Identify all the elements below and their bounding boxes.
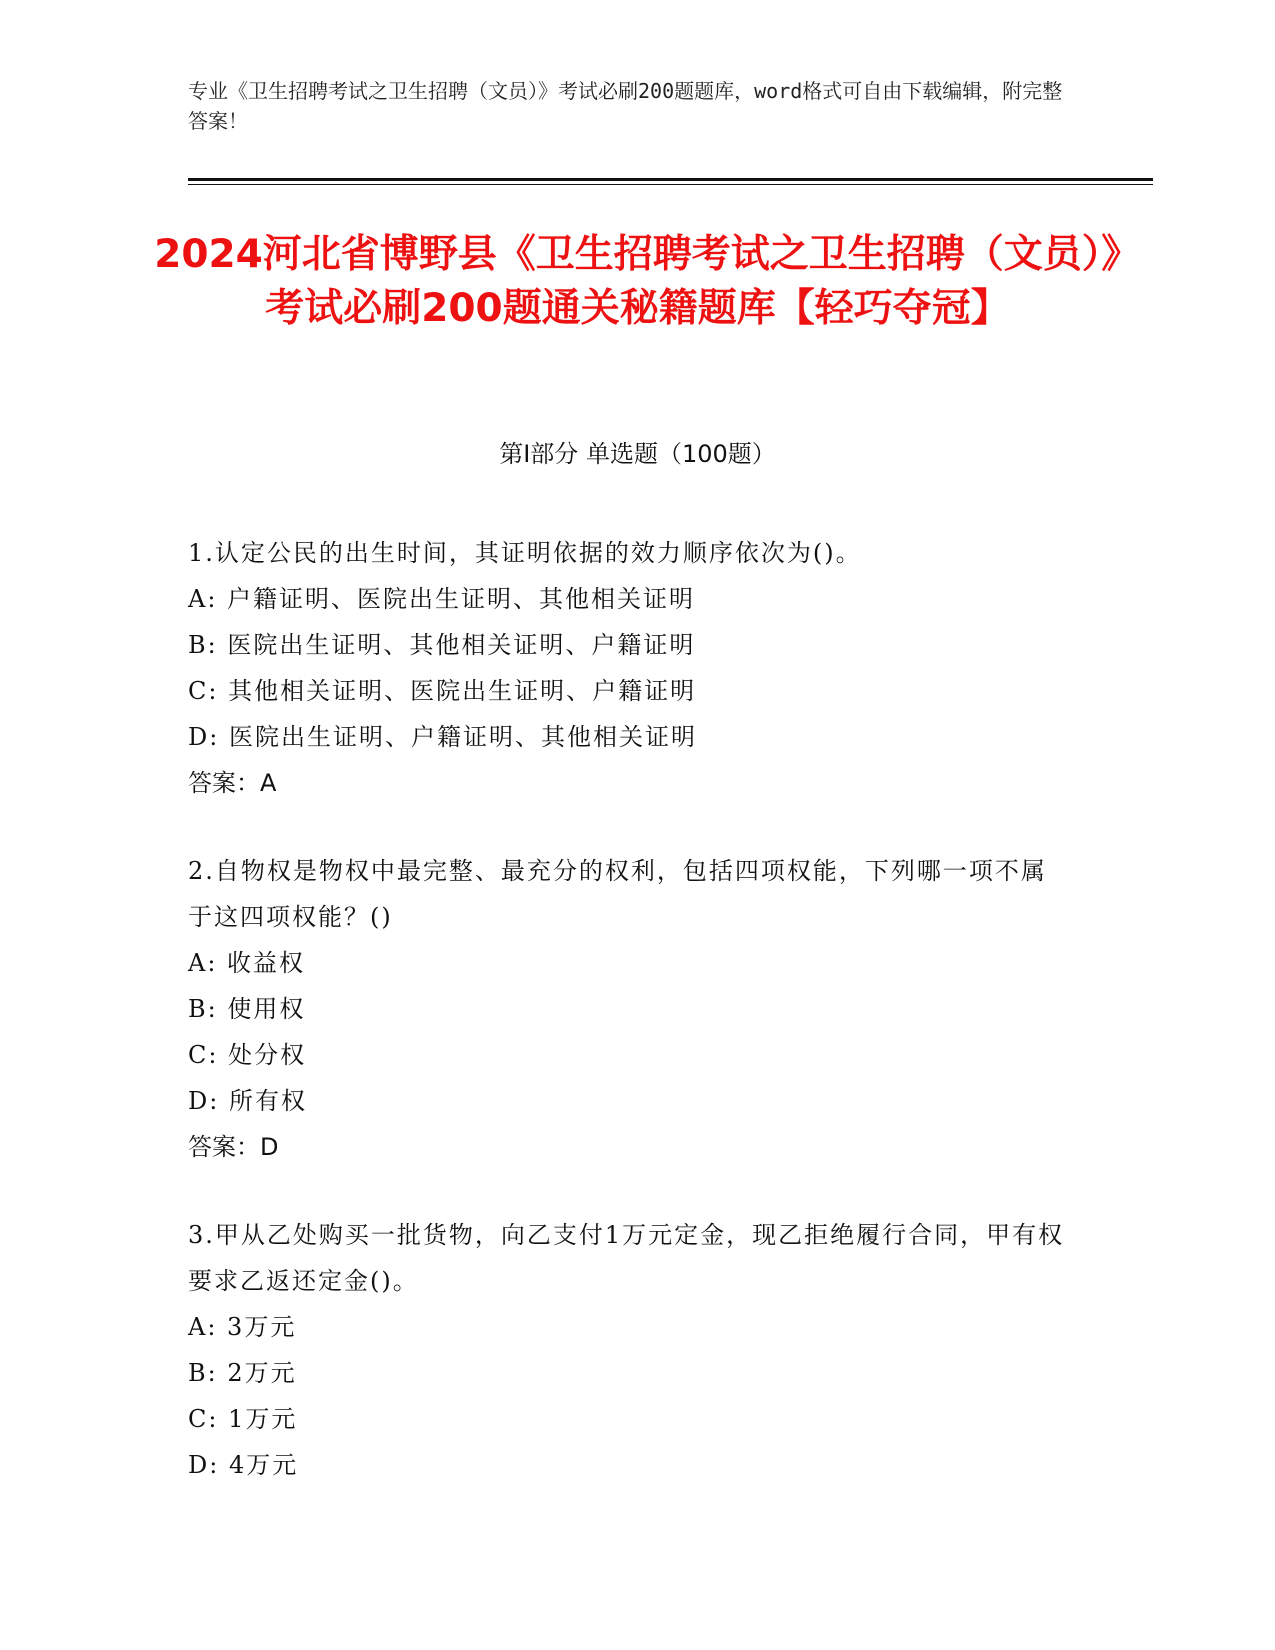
header-rule: [188, 178, 1153, 181]
document-title: 2024河北省博野县《卫生招聘考试之卫生招聘（文员）》考试必刷200题通关秘籍题库【轻巧夺冠】: [154, 232, 1121, 331]
question-3: [188, 1212, 1068, 1488]
question-2: [188, 848, 1068, 1170]
section-title: 第I部分 单选题（100题）: [499, 440, 776, 468]
question-list: [188, 530, 1068, 1530]
option-d: D: 医院出生证明、户籍证明、其他相关证明: [188, 723, 697, 751]
question-stem: 2.自物权是物权中最完整、最充分的权利，包括四项权能，下列哪一项不属于这四项权能？(): [188, 857, 1047, 931]
header-note: 专业《卫生招聘考试之卫生招聘（文员）》考试必刷200题题库，word格式可自由下载编辑，附完整答案！: [188, 79, 1063, 133]
option-a: A: 3万元: [188, 1313, 297, 1341]
option-c: C: 处分权: [188, 1041, 307, 1069]
option-b: B: 2万元: [188, 1359, 297, 1387]
option-d: D: 4万元: [188, 1451, 299, 1479]
option-b: B: 使用权: [188, 995, 306, 1023]
question-1: [188, 530, 1068, 806]
option-a: A: 收益权: [188, 949, 306, 977]
option-b: B: 医院出生证明、其他相关证明、户籍证明: [188, 631, 696, 659]
option-c: C: 1万元: [188, 1405, 298, 1433]
option-d: D: 所有权: [188, 1087, 307, 1115]
answer: 答案：A: [188, 769, 277, 797]
option-a: A: 户籍证明、医院出生证明、其他相关证明: [188, 585, 696, 613]
option-c: C: 其他相关证明、医院出生证明、户籍证明: [188, 677, 697, 705]
header-rule-thin: [188, 184, 1153, 185]
question-stem: 1.认定公民的出生时间，其证明依据的效力顺序依次为()。: [188, 539, 862, 567]
answer: 答案：D: [188, 1133, 279, 1161]
question-stem: 3.甲从乙处购买一批货物，向乙支付1万元定金，现乙拒绝履行合同，甲有权要求乙返还定金()。: [188, 1221, 1065, 1295]
